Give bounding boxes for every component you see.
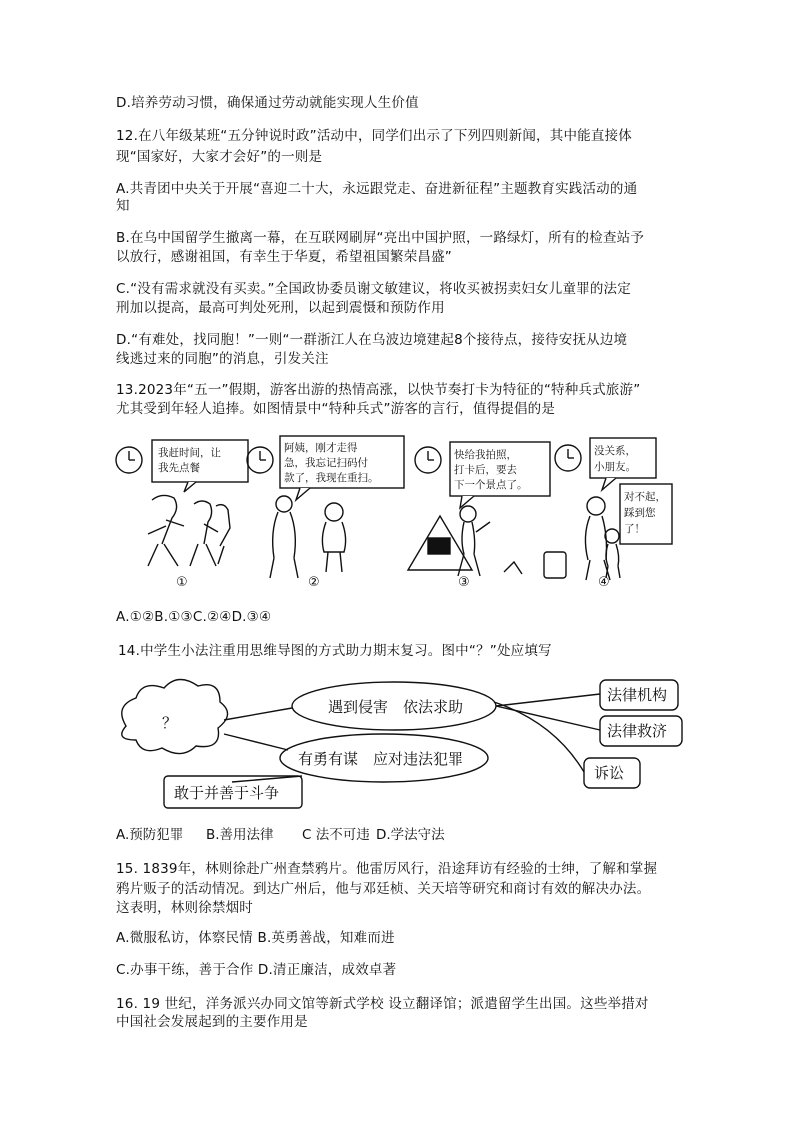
q12-option-a-line2: 知	[116, 198, 130, 214]
q13-stem-line2: 尤其受到年轻人追捧。如图情景中“特种兵式”游客的言行，值得提倡的是	[116, 401, 556, 417]
q12-option-a-line1: A.共青团中央关于开展“喜迎二十大，永远跟党走、奋进新征程”主题教育实践活动的通	[116, 181, 638, 197]
panel3-bubble-line3: 下一个景点了。	[454, 479, 528, 491]
q15-stem-line2: 鸦片贩子的活动情况。到达广州后，他与邓廷桢、关天培等研究和商讨有效的解决办法。	[116, 881, 651, 897]
q14-stem: 14.中学生小法注重用思维导图的方式助力期末复习。图中“？”处应填写	[118, 643, 552, 659]
panel4-number: ④	[598, 575, 610, 590]
q12-option-c-line2: 刑加以提高，最高可判处死刑，以起到震慑和预防作用	[116, 300, 445, 316]
q12-stem-line1: 12.在八年级某班“五分钟说时政”活动中，同学们出示了下列四则新闻，其中能直接体	[116, 128, 632, 144]
panel3-bubble-line2: 打卡后，要去	[454, 464, 517, 476]
cloud-question-mark: ？	[162, 714, 178, 732]
q15-options-cd: C.办事干练，善于合作 D.清正廉洁，成效卓著	[116, 962, 397, 978]
q16-stem-line2: 中国社会发展起到的主要作用是	[116, 1014, 308, 1030]
panel4-bubble-line2: 小朋友。	[594, 461, 636, 473]
q15-stem-line3: 这表明，林则徐禁烟时	[116, 900, 253, 916]
panel2-number: ②	[308, 575, 320, 590]
q12-option-b-line1: B.在乌中国留学生撤离一幕，在互联网刷屏“亮出中国护照，一路绿灯，所有的检查站予	[116, 230, 645, 246]
panel2-bubble-line1: 阿姨，刚才走得	[284, 442, 358, 454]
panel3-number: ③	[458, 575, 470, 590]
panel4-bubble2-line2: 踩到您	[624, 507, 656, 519]
q13-comic-illustration	[112, 432, 700, 602]
panel2-bubble-line3: 款了，我现在重扫。	[284, 472, 379, 484]
box-left-label: 敢于并善于斗争	[174, 784, 280, 802]
q13-stem-line1: 13.2023年“五一”假期，游客出游的热情高涨，以快节奏打卡为特征的“特种兵式旅游”	[116, 382, 641, 398]
q14-option-c: C 法不可违	[302, 827, 370, 843]
q13-options: A.①②B.①③C.②④D.③④	[116, 609, 272, 625]
box3-label: 诉讼	[594, 764, 625, 782]
panel1-bubble-line2: 我先点餐	[158, 462, 200, 474]
q14-option-d: D.学法守法	[376, 827, 445, 843]
q14-option-b: B.善用法律	[206, 827, 274, 843]
q11-option-d: D.培养劳动习惯，确保通过劳动就能实现人生价值	[116, 95, 419, 111]
ellipse2-label: 有勇有谋 应对违法犯罪	[298, 750, 464, 768]
ellipse1-label: 遇到侵害 依法求助	[328, 698, 464, 716]
q15-options-ab: A.微服私访，体察民情 B.英勇善战，知难而进	[116, 930, 395, 946]
q12-option-d-line1: D.“有难处，找同胞！”一则“一群浙江人在乌波边境建起8个接待点，接待安抚从边境	[116, 332, 628, 348]
panel4-bubble-line1: 没关系，	[594, 445, 636, 457]
q12-stem-line2: 现“国家好，大家才会好”的一则是	[116, 149, 323, 165]
q14-mind-map	[112, 672, 702, 820]
comic-panel-3	[408, 442, 550, 576]
panel4-bubble2-line3: 了！	[624, 523, 645, 535]
box2-label: 法律救济	[607, 722, 668, 740]
box1-label: 法律机构	[607, 686, 668, 704]
panel1-number: ①	[176, 575, 188, 590]
q15-stem-line1: 15. 1839年，林则徐赴广州查禁鸦片。他雷厉风行，沿途拜访有经验的士绅，了解和掌握	[116, 861, 658, 877]
q16-stem-line1: 16. 19 世纪，洋务派兴办同文馆等新式学校 设立翻译馆；派遣留学生出国。这些举措对	[116, 996, 649, 1012]
q12-option-b-line2: 以放行，感谢祖国，有幸生于华夏，希望祖国繁荣昌盛”	[116, 249, 452, 265]
q14-option-a: A.预防犯罪	[116, 827, 184, 843]
q12-option-c-line1: C.“没有需求就没有买卖。”全国政协委员谢文敏建议，将收买被拐卖妇女儿童罪的法定	[116, 281, 631, 297]
panel2-bubble-line2: 急，我忘记扫码付	[284, 457, 368, 469]
panel4-bubble2-line1: 对不起，	[624, 491, 666, 503]
panel3-bubble-line1: 快给我拍照，	[454, 449, 517, 461]
panel1-bubble-line1: 我赶时间，让	[158, 447, 221, 459]
q12-option-d-line2: 线逃过来的同胞”的消息，引发关注	[116, 351, 329, 367]
